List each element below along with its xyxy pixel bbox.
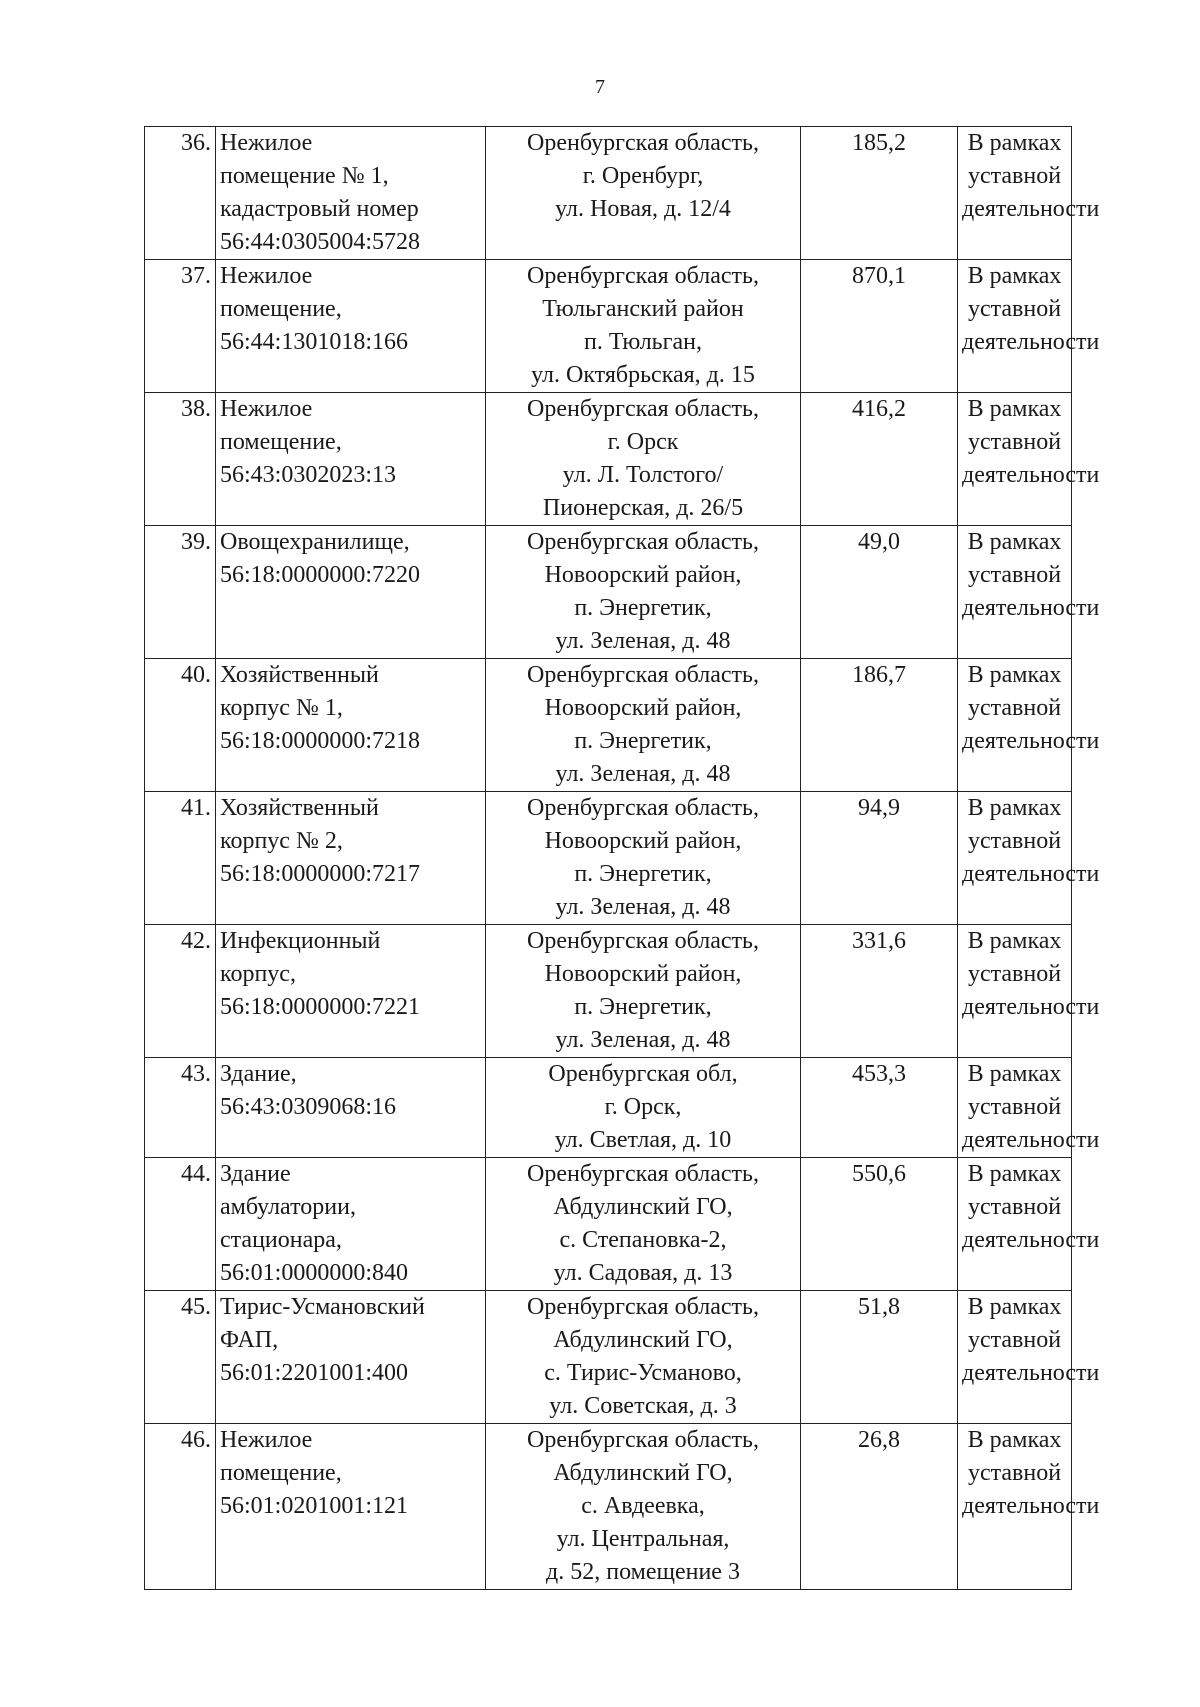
object-name-line: помещение,	[220, 429, 342, 455]
purpose-line: В рамках	[967, 396, 1062, 422]
row-number: 43.	[181, 1061, 211, 1087]
address-line: Оренбургская область,	[527, 529, 759, 555]
address-cell	[486, 792, 801, 925]
object-name-line: 56:18:0000000:7218	[220, 728, 421, 754]
purpose-cell	[958, 1291, 1100, 1424]
address-line: ул. Новая, д. 12/4	[555, 196, 731, 222]
purpose-line: деятельности	[962, 994, 1100, 1020]
area-value: 185,2	[852, 130, 906, 156]
address-line: г. Оренбург,	[582, 163, 704, 189]
object-name-line: корпус,	[220, 961, 296, 987]
address-line: Оренбургская обл,	[548, 1061, 738, 1087]
purpose-cell	[958, 526, 1100, 659]
object-name-line: Здание	[220, 1161, 291, 1187]
purpose-line: деятельности	[962, 595, 1100, 621]
address-line: п. Энергетик,	[574, 595, 712, 621]
object-name-line: 56:01:0201001:121	[220, 1493, 409, 1519]
object-name-line: 56:01:0000000:840	[220, 1260, 409, 1286]
address-line: п. Тюльган,	[584, 329, 702, 355]
address-line: Оренбургская область,	[527, 928, 759, 954]
address-cell	[486, 1058, 801, 1158]
object-name-line: 56:01:2201001:400	[220, 1360, 409, 1386]
purpose-line: В рамках	[967, 263, 1062, 289]
row-number: 41.	[181, 795, 211, 821]
address-line: Новоорский район,	[544, 562, 742, 588]
page-number: 7	[595, 76, 605, 98]
row-number-cell	[145, 393, 216, 526]
object-name-line: 56:44:1301018:166	[220, 329, 409, 355]
address-cell	[486, 1158, 801, 1291]
object-name-line: помещение,	[220, 1460, 342, 1486]
object-name-cell	[216, 659, 486, 792]
object-name-line: 56:18:0000000:7220	[220, 562, 421, 588]
address-line: ул. Зеленая, д. 48	[555, 761, 731, 787]
address-line: Оренбургская область,	[527, 1161, 759, 1187]
purpose-line: уставной	[967, 296, 1062, 322]
area-value: 331,6	[852, 928, 906, 954]
address-line: Оренбургская область,	[527, 1427, 759, 1453]
table-row	[145, 127, 1072, 260]
object-name-line: Нежилое	[220, 1427, 313, 1453]
table-row	[145, 659, 1072, 792]
object-name-line: 56:43:0309068:16	[220, 1094, 397, 1120]
table-row	[145, 1291, 1072, 1424]
area-value: 186,7	[852, 662, 906, 688]
area-cell	[801, 925, 958, 1058]
table-row	[145, 526, 1072, 659]
area-cell	[801, 127, 958, 260]
purpose-line: В рамках	[967, 130, 1062, 156]
address-line: ул. Светлая, д. 10	[554, 1127, 732, 1153]
address-line: Оренбургская область,	[527, 795, 759, 821]
address-line: Абдулинский ГО,	[553, 1194, 733, 1220]
purpose-line: уставной	[967, 163, 1062, 189]
table-row	[145, 792, 1072, 925]
purpose-cell	[958, 1158, 1100, 1291]
purpose-line: деятельности	[962, 1360, 1100, 1386]
object-name-cell	[216, 792, 486, 925]
object-name-cell	[216, 260, 486, 393]
address-line: Новоорский район,	[544, 828, 742, 854]
object-name-line: корпус № 2,	[220, 828, 343, 854]
address-line: Оренбургская область,	[527, 130, 759, 156]
area-cell	[801, 393, 958, 526]
purpose-line: уставной	[967, 695, 1062, 721]
address-line: г. Орск	[607, 429, 679, 455]
row-number-cell	[145, 1291, 216, 1424]
purpose-cell	[958, 1058, 1100, 1158]
object-name-line: Тирис-Усмановский	[220, 1294, 425, 1320]
address-line: Абдулинский ГО,	[553, 1327, 733, 1353]
object-name-cell	[216, 1158, 486, 1291]
address-line: д. 52, помещение 3	[546, 1559, 740, 1585]
address-line: Абдулинский ГО,	[553, 1460, 733, 1486]
purpose-line: деятельности	[962, 1227, 1100, 1253]
table-row	[145, 1158, 1072, 1291]
address-cell	[486, 1424, 801, 1590]
area-value: 416,2	[852, 396, 906, 422]
purpose-cell	[958, 260, 1100, 393]
area-cell	[801, 792, 958, 925]
address-line: Оренбургская область,	[527, 396, 759, 422]
table-row	[145, 925, 1072, 1058]
address-line: Оренбургская область,	[527, 1294, 759, 1320]
address-line: ул. Зеленая, д. 48	[555, 628, 731, 654]
row-number-cell	[145, 1158, 216, 1291]
address-cell	[486, 260, 801, 393]
object-name-line: помещение № 1,	[220, 163, 389, 189]
purpose-cell	[958, 792, 1100, 925]
property-table-body	[145, 127, 1100, 1590]
object-name-cell	[216, 1424, 486, 1590]
purpose-line: уставной	[967, 961, 1062, 987]
address-line: Новоорский район,	[544, 961, 742, 987]
address-line: ул. Центральная,	[556, 1526, 730, 1552]
table-row	[145, 1058, 1072, 1158]
object-name-line: 56:43:0302023:13	[220, 462, 397, 488]
purpose-line: деятельности	[962, 462, 1100, 488]
address-line: Оренбургская область,	[527, 662, 759, 688]
row-number-cell	[145, 659, 216, 792]
object-name-line: 56:44:0305004:5728	[220, 229, 421, 255]
row-number: 42.	[181, 928, 211, 954]
row-number: 44.	[181, 1161, 211, 1187]
purpose-line: В рамках	[967, 1294, 1062, 1320]
address-line: п. Энергетик,	[574, 994, 712, 1020]
address-line: с. Авдеевка,	[581, 1493, 705, 1519]
address-cell	[486, 1291, 801, 1424]
purpose-line: В рамках	[967, 529, 1062, 555]
address-line: ул. Садовая, д. 13	[553, 1260, 733, 1286]
area-cell	[801, 659, 958, 792]
area-cell	[801, 1058, 958, 1158]
table-row	[145, 1424, 1072, 1590]
property-table	[144, 126, 1100, 1590]
purpose-cell	[958, 127, 1100, 260]
object-name-line: кадастровый номер	[220, 196, 419, 222]
row-number-cell	[145, 260, 216, 393]
purpose-line: уставной	[967, 1194, 1062, 1220]
row-number-cell	[145, 1058, 216, 1158]
row-number: 40.	[181, 662, 211, 688]
object-name-line: Нежилое	[220, 263, 313, 289]
table-row	[145, 260, 1072, 393]
object-name-cell	[216, 393, 486, 526]
row-number-cell	[145, 526, 216, 659]
area-cell	[801, 1291, 958, 1424]
area-value: 26,8	[858, 1427, 900, 1453]
area-value: 453,3	[852, 1061, 906, 1087]
object-name-cell	[216, 127, 486, 260]
purpose-line: В рамках	[967, 795, 1062, 821]
object-name-cell	[216, 925, 486, 1058]
row-number-cell	[145, 925, 216, 1058]
address-line: п. Энергетик,	[574, 861, 712, 887]
area-value: 94,9	[858, 795, 900, 821]
object-name-line: Инфекционный	[220, 928, 381, 954]
purpose-line: В рамках	[967, 1061, 1062, 1087]
object-name-line: амбулатории,	[220, 1194, 356, 1220]
object-name-cell	[216, 1058, 486, 1158]
purpose-line: В рамках	[967, 662, 1062, 688]
object-name-line: стационара,	[220, 1227, 342, 1253]
row-number-cell	[145, 792, 216, 925]
purpose-line: деятельности	[962, 728, 1100, 754]
purpose-line: уставной	[967, 1327, 1062, 1353]
address-cell	[486, 393, 801, 526]
purpose-line: В рамках	[967, 1161, 1062, 1187]
address-cell	[486, 659, 801, 792]
purpose-line: деятельности	[962, 196, 1100, 222]
address-line: ул. Зеленая, д. 48	[555, 894, 731, 920]
object-name-cell	[216, 1291, 486, 1424]
address-line: ул. Зеленая, д. 48	[555, 1027, 731, 1053]
object-name-line: 56:18:0000000:7221	[220, 994, 421, 1020]
table-row	[145, 393, 1072, 526]
object-name-line: 56:18:0000000:7217	[220, 861, 421, 887]
address-line: Тюльганский район	[542, 296, 744, 322]
area-value: 870,1	[852, 263, 906, 289]
row-number: 38.	[181, 396, 211, 422]
row-number-cell	[145, 1424, 216, 1590]
address-line: ул. Советская, д. 3	[549, 1393, 737, 1419]
row-number-cell	[145, 127, 216, 260]
address-line: ул. Октябрьская, д. 15	[531, 362, 755, 388]
area-value: 51,8	[858, 1294, 900, 1320]
area-cell	[801, 1158, 958, 1291]
address-cell	[486, 526, 801, 659]
purpose-line: деятельности	[962, 861, 1100, 887]
address-line: с. Степановка-2,	[559, 1227, 727, 1253]
object-name-cell	[216, 526, 486, 659]
row-number: 39.	[181, 529, 211, 555]
object-name-line: Хозяйственный	[220, 795, 379, 821]
address-cell	[486, 925, 801, 1058]
address-line: Новоорский район,	[544, 695, 742, 721]
object-name-line: корпус № 1,	[220, 695, 343, 721]
purpose-line: В рамках	[967, 928, 1062, 954]
purpose-cell	[958, 393, 1100, 526]
object-name-line: Нежилое	[220, 396, 313, 422]
object-name-line: помещение,	[220, 296, 342, 322]
row-number: 36.	[181, 130, 211, 156]
area-value: 49,0	[858, 529, 900, 555]
address-line: п. Энергетик,	[574, 728, 712, 754]
purpose-line: деятельности	[962, 329, 1100, 355]
address-line: г. Орск,	[604, 1094, 682, 1120]
area-cell	[801, 260, 958, 393]
address-line: ул. Л. Толстого/	[562, 462, 724, 488]
row-number: 37.	[181, 263, 211, 289]
address-cell	[486, 127, 801, 260]
object-name-line: Здание,	[220, 1061, 297, 1087]
area-cell	[801, 526, 958, 659]
purpose-line: уставной	[967, 1460, 1062, 1486]
purpose-line: деятельности	[962, 1127, 1100, 1153]
address-line: Оренбургская область,	[527, 263, 759, 289]
address-line: Пионерская, д. 26/5	[542, 495, 744, 521]
area-cell	[801, 1424, 958, 1590]
purpose-line: уставной	[967, 1094, 1062, 1120]
purpose-line: уставной	[967, 429, 1062, 455]
purpose-line: В рамках	[967, 1427, 1062, 1453]
purpose-line: уставной	[967, 562, 1062, 588]
address-line: с. Тирис-Усманово,	[544, 1360, 742, 1386]
object-name-line: ФАП,	[220, 1327, 279, 1353]
object-name-line: Овощехранилище,	[220, 529, 410, 555]
purpose-cell	[958, 1424, 1100, 1590]
purpose-cell	[958, 925, 1100, 1058]
object-name-line: Хозяйственный	[220, 662, 379, 688]
purpose-cell	[958, 659, 1100, 792]
purpose-line: деятельности	[962, 1493, 1100, 1519]
row-number: 46.	[181, 1427, 211, 1453]
row-number: 45.	[181, 1294, 211, 1320]
area-value: 550,6	[852, 1161, 906, 1187]
purpose-line: уставной	[967, 828, 1062, 854]
object-name-line: Нежилое	[220, 130, 313, 156]
